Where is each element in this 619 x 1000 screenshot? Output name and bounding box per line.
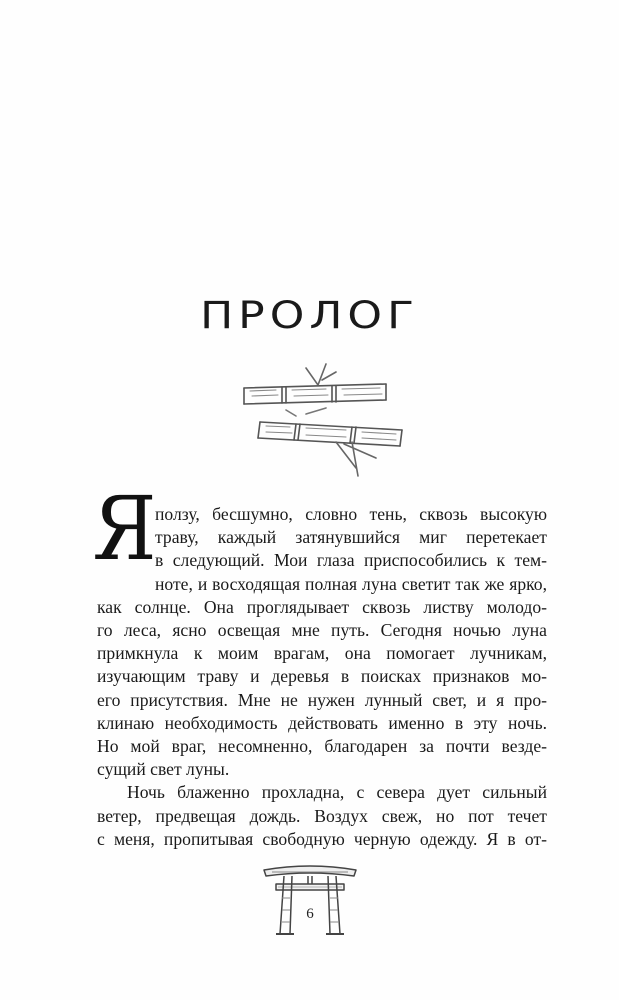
paragraph-1-line: ноте, и восходящая полная луна светит так же ярко, [155,573,547,594]
paragraph-1-line: сущий свет луны. [97,759,230,780]
paragraph-2-line: с меня, пропитывая свободную черную одежду. Я в от- [97,828,547,849]
page-number: 6 [306,906,314,922]
paragraph-1-line: Но мой враг, несомненно, благодарен за почти везде- [97,736,547,757]
paragraph-1-line: клинаю необходимость действовать именно в эту ночь. [97,712,547,733]
paragraph-1-line: ползу, бесшумно, словно тень, сквозь высокую [155,504,547,524]
paragraph-1-line: как солнце. Она проглядывает сквозь листву молодо- [97,596,547,617]
dropcap-letter: Я [92,477,157,580]
paragraph-2-line: Ночь блаженно прохладна, с севера дует сильный [127,782,547,803]
paragraph-1-line: го леса, ясно освещая мне путь. Сегодня ночью луна [97,620,547,641]
paragraph-1-line: его присутствия. Мне не нужен лунный свет, и я про- [97,689,547,710]
chapter-title: ПРОЛОГ [200,293,419,338]
paragraph-1-line: примкнула к моим врагам, она помогает лучникам, [97,643,547,664]
paragraph-1-line: изучающим траву и деревья в поисках признаков мо- [97,666,547,687]
dropcap-container [92,477,157,580]
paragraph-1-line: в следующий. Мои глаза приспособились к тем- [155,550,547,571]
bamboo-ornament-icon [236,358,406,478]
paragraph-2-line: ветер, предвещая дождь. Воздух свеж, но пот течет [97,805,547,826]
prologue-text [92,477,547,851]
torii-gate-icon [262,858,358,938]
paragraph-1-line: траву, каждый затянувшийся миг перетекает [155,527,547,548]
